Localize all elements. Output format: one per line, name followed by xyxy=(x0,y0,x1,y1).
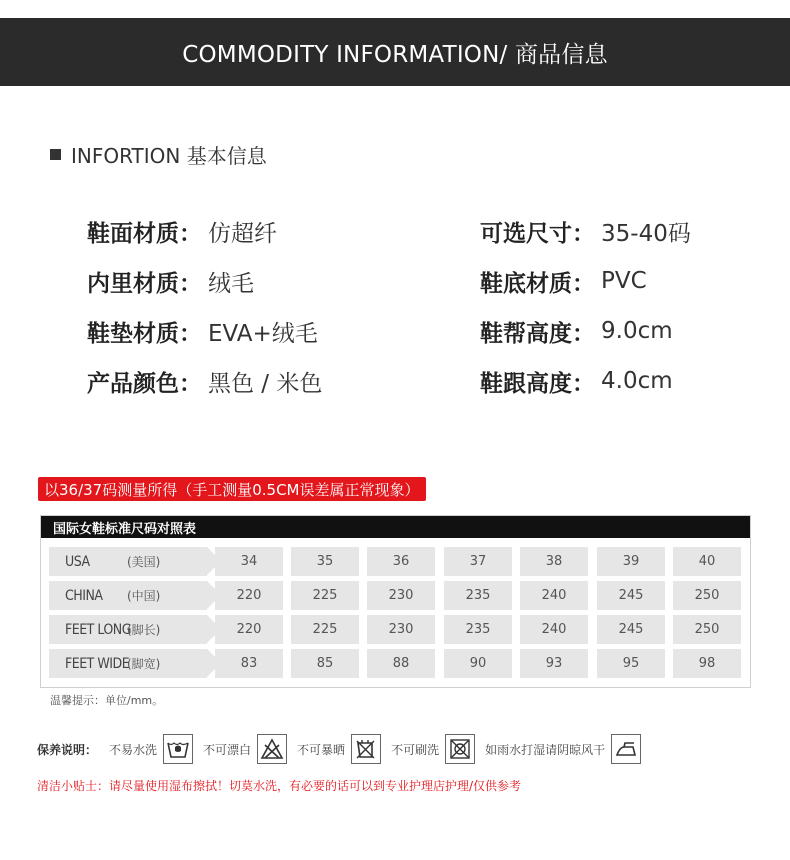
measurement-note: 以36/37码测量所得（手工测量0.5CM误差属正常现象） xyxy=(38,477,426,501)
section-heading-text: INFORTION 基本信息 xyxy=(71,144,267,168)
commodity-banner xyxy=(0,18,790,86)
care-label: 如雨水打湿请阴晾风干 xyxy=(485,742,606,757)
unit-tip: 温馨提示：单位/mm。 xyxy=(50,694,164,707)
size-row-label xyxy=(49,547,207,576)
attribute-key: 产品颜色： xyxy=(87,370,202,397)
size-row-label-cn: (脚宽) xyxy=(127,657,161,671)
size-row-label xyxy=(49,581,207,610)
size-row-label-cn: (脚长) xyxy=(127,623,161,637)
attribute-value: EVA+绒毛 xyxy=(208,320,318,347)
iron-icon xyxy=(611,734,641,764)
size-cell: 250 xyxy=(673,615,741,644)
size-cell: 245 xyxy=(597,581,665,610)
attribute-value: 9.0cm xyxy=(601,318,673,344)
size-cell: 240 xyxy=(520,581,588,610)
attribute-grid xyxy=(87,218,727,397)
care-label: 不易水洗 xyxy=(109,742,158,757)
size-cell: 250 xyxy=(673,581,741,610)
size-row-label-en: USA xyxy=(65,553,90,570)
banner-title: COMMODITY INFORMATION/ 商品信息 xyxy=(182,41,608,68)
size-cell: 240 xyxy=(520,615,588,644)
size-row-label-cn: (中国) xyxy=(127,589,161,603)
size-cell: 225 xyxy=(291,615,359,644)
attribute-item xyxy=(480,218,727,247)
size-row-label-cn: (美国) xyxy=(127,555,161,569)
size-cell: 225 xyxy=(291,581,359,610)
size-row-label xyxy=(49,649,207,678)
care-instructions xyxy=(37,732,757,766)
attribute-value: 4.0cm xyxy=(601,368,673,394)
size-chart-title: 国际女鞋标准尺码对照表 xyxy=(41,516,750,538)
size-cell: 235 xyxy=(444,615,512,644)
size-cell: 245 xyxy=(597,615,665,644)
attribute-value: PVC xyxy=(601,268,647,294)
size-row-label-en: FEET WIDE xyxy=(65,655,130,672)
size-cell: 90 xyxy=(444,649,512,678)
size-cell: 40 xyxy=(673,547,741,576)
attribute-key: 鞋垫材质： xyxy=(87,320,202,347)
care-label: 不可暴晒 xyxy=(297,742,346,757)
attribute-key: 鞋面材质： xyxy=(87,220,202,247)
attribute-value: 35-40码 xyxy=(601,220,691,247)
attribute-key: 鞋跟高度： xyxy=(480,370,595,397)
attribute-item xyxy=(87,268,480,297)
size-cell: 85 xyxy=(291,649,359,678)
size-cell: 230 xyxy=(367,581,435,610)
size-cell: 34 xyxy=(215,547,283,576)
attribute-item xyxy=(87,368,480,397)
attribute-item xyxy=(87,318,480,347)
attribute-key: 内里材质： xyxy=(87,270,202,297)
section-heading xyxy=(50,140,267,169)
size-cell: 39 xyxy=(597,547,665,576)
size-cell: 98 xyxy=(673,649,741,678)
size-cell: 235 xyxy=(444,581,512,610)
size-cell: 38 xyxy=(520,547,588,576)
care-label: 不可刷洗 xyxy=(391,742,440,757)
attribute-item xyxy=(480,368,727,397)
size-cell: 37 xyxy=(444,547,512,576)
size-cell: 220 xyxy=(215,615,283,644)
attribute-item xyxy=(480,268,727,297)
attribute-value: 仿超纤 xyxy=(208,220,277,247)
attribute-key: 鞋帮高度： xyxy=(480,320,595,347)
size-cell: 83 xyxy=(215,649,283,678)
size-chart xyxy=(40,515,751,688)
size-cell: 93 xyxy=(520,649,588,678)
size-row-label-en: CHINA xyxy=(65,587,103,604)
size-cell: 220 xyxy=(215,581,283,610)
care-lead: 保养说明： xyxy=(37,742,98,757)
size-cell: 35 xyxy=(291,547,359,576)
size-row-label xyxy=(49,615,207,644)
no-bleach-icon xyxy=(257,734,287,764)
wash-icon xyxy=(163,734,193,764)
size-cell: 36 xyxy=(367,547,435,576)
square-bullet-icon xyxy=(50,149,61,160)
attribute-key: 可选尺寸： xyxy=(480,220,595,247)
attribute-value: 绒毛 xyxy=(208,270,254,297)
attribute-value: 黑色 / 米色 xyxy=(208,370,323,397)
size-cell: 95 xyxy=(597,649,665,678)
attribute-item xyxy=(480,318,727,347)
attribute-key: 鞋底材质： xyxy=(480,270,595,297)
size-cell: 230 xyxy=(367,615,435,644)
no-brush-icon xyxy=(445,734,475,764)
attribute-item xyxy=(87,218,480,247)
care-label: 不可漂白 xyxy=(203,742,252,757)
cleaning-tip: 清洁小贴士：请尽量使用湿布擦拭！切莫水洗，有必要的话可以到专业护理店护理/仅供参考 xyxy=(37,779,522,793)
size-cell: 88 xyxy=(367,649,435,678)
size-row-label-en: FEET LONG xyxy=(65,621,131,638)
no-sun-icon xyxy=(351,734,381,764)
